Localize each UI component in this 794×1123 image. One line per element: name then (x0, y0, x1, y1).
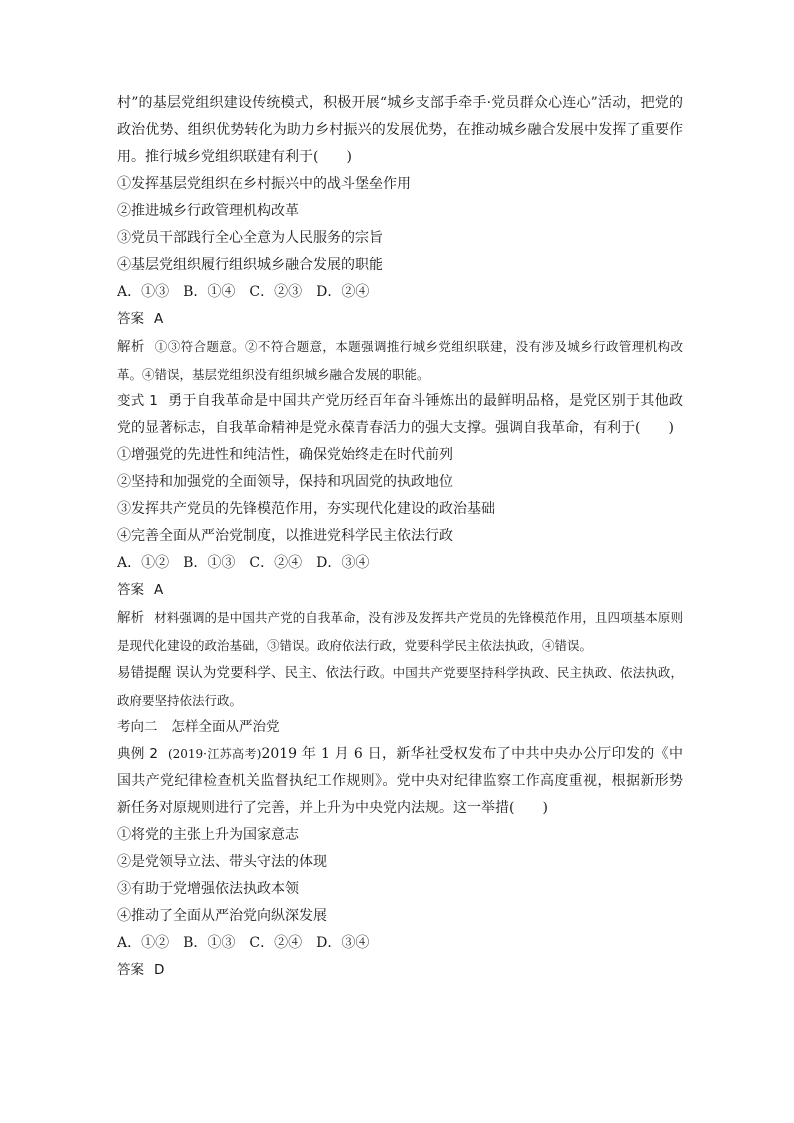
q3-option-3: ③有助于党增强依法执政本领 (117, 881, 299, 897)
q3-option-2: ②是党领导立法、带头守法的体现 (117, 854, 327, 870)
q2-explanation-row (117, 604, 683, 659)
q2-answer-label: 答案 (117, 582, 144, 598)
q2-label: 变式 1 (117, 393, 158, 409)
q1-explanation-row (117, 333, 683, 388)
q2-stem: 勇于自我革命是中国共产党历经百年奋斗锤炼出的最鲜明品格，是党区别于其他政党的显著标志，自我革命精神是党永葆青春活力的强大支撑。强调自我革命，有利于( ) (117, 393, 683, 436)
q1-choices: A．①③ B．①④ C．②③ D．②④ (117, 284, 370, 300)
q1-answer-label: 答案 (117, 311, 144, 327)
section-title: 怎样全面从严治党 (171, 719, 280, 735)
document-page (117, 90, 683, 984)
q2-option-1: ①增强党的先进性和纯洁性，确保党始终走在时代前列 (117, 447, 453, 463)
q1-option-4: ④基层党组织履行组织城乡融合发展的职能 (117, 257, 383, 273)
q1-explain-label: 解析 (117, 339, 145, 355)
q1-answer-value: A (154, 311, 164, 327)
q3-option-4: ④推动了全面从严治党向纵深发展 (117, 908, 327, 924)
q3-label: 典例 2 (117, 746, 158, 762)
q1-answer-row (117, 306, 683, 333)
q2-choices: A．①② B．①③ C．②④ D．③④ (117, 555, 370, 571)
q2-tip-row (117, 659, 683, 714)
q3-option-1: ①将党的主张上升为国家意志 (117, 827, 299, 843)
q1-option-1: ①发挥基层党组织在乡村振兴中的战斗堡垒作用 (117, 176, 411, 192)
section-label: 考向二 (117, 719, 158, 735)
q1-option-2: ②推进城乡行政管理机构改革 (117, 203, 299, 219)
q1-option-3: ③党员干部践行全心全意为人民服务的宗旨 (117, 230, 383, 246)
q3-stem: 2019 年 1 月 6 日，新华社受权发布了中共中央办公厅印发的《中国共产党纪律检查机关监督执纪工作规则》。党中央对纪律监察工作高度重视，根据新形势新任务对原规则进行了完善，并上升为中央党内法规。这一举措( ) (117, 746, 683, 816)
q1-explanation: ①③符合题意。②不符合题意，本题强调推行城乡党组织联建，没有涉及城乡行政管理机构改革。④错误，基层党组织没有组织城乡融合发展的职能。 (117, 339, 683, 382)
q3-answer-row (117, 957, 683, 984)
q2-stem-row (117, 388, 683, 442)
section-heading (117, 714, 683, 741)
q2-tip-highlight: 误认为党要科学、民主、依法行政 (175, 665, 381, 681)
q2-answer-value: A (154, 582, 164, 598)
q2-option-2: ②坚持和加强党的全面领导，保持和巩固党的执政地位 (117, 474, 453, 490)
q2-tip-label: 易错提醒 (117, 665, 172, 681)
q3-answer-label: 答案 (117, 962, 144, 978)
q3-answer-value: D (154, 962, 165, 978)
q2-option-3: ③发挥共产党员的先锋模范作用，夯实现代化建设的政治基础 (117, 501, 495, 517)
q2-option-4: ④完善全面从严治党制度，以推进党科学民主依法行政 (117, 528, 453, 544)
q2-explanation: 材料强调的是中国共产党的自我革命，没有涉及发挥共产党员的先锋模范作用，且四项基本原则是现代化建设的政治基础，③错误。政府依法行政，党要科学民主依法执政，④错误。 (117, 610, 683, 653)
q2-answer-row (117, 577, 683, 604)
q2-tip-rest: 。中国共产党要坚持科学执政、民主执政、依法执政，政府要坚持依法行政。 (117, 665, 683, 708)
q3-choices: A．①② B．①③ C．②④ D．③④ (117, 935, 370, 951)
q3-source: (2019·江苏高考) (167, 747, 262, 761)
q1-stem: 村”的基层党组织建设传统模式，积极开展“城乡支部手牵手·党员群众心连心”活动，把党的政治优势、组织优势转化为助力乡村振兴的发展优势，在推动城乡融合发展中发挥了重要作用。推行城乡党组织联建有利于( ) (117, 95, 683, 165)
q2-explain-label: 解析 (117, 610, 145, 626)
q3-stem-row (117, 741, 683, 822)
